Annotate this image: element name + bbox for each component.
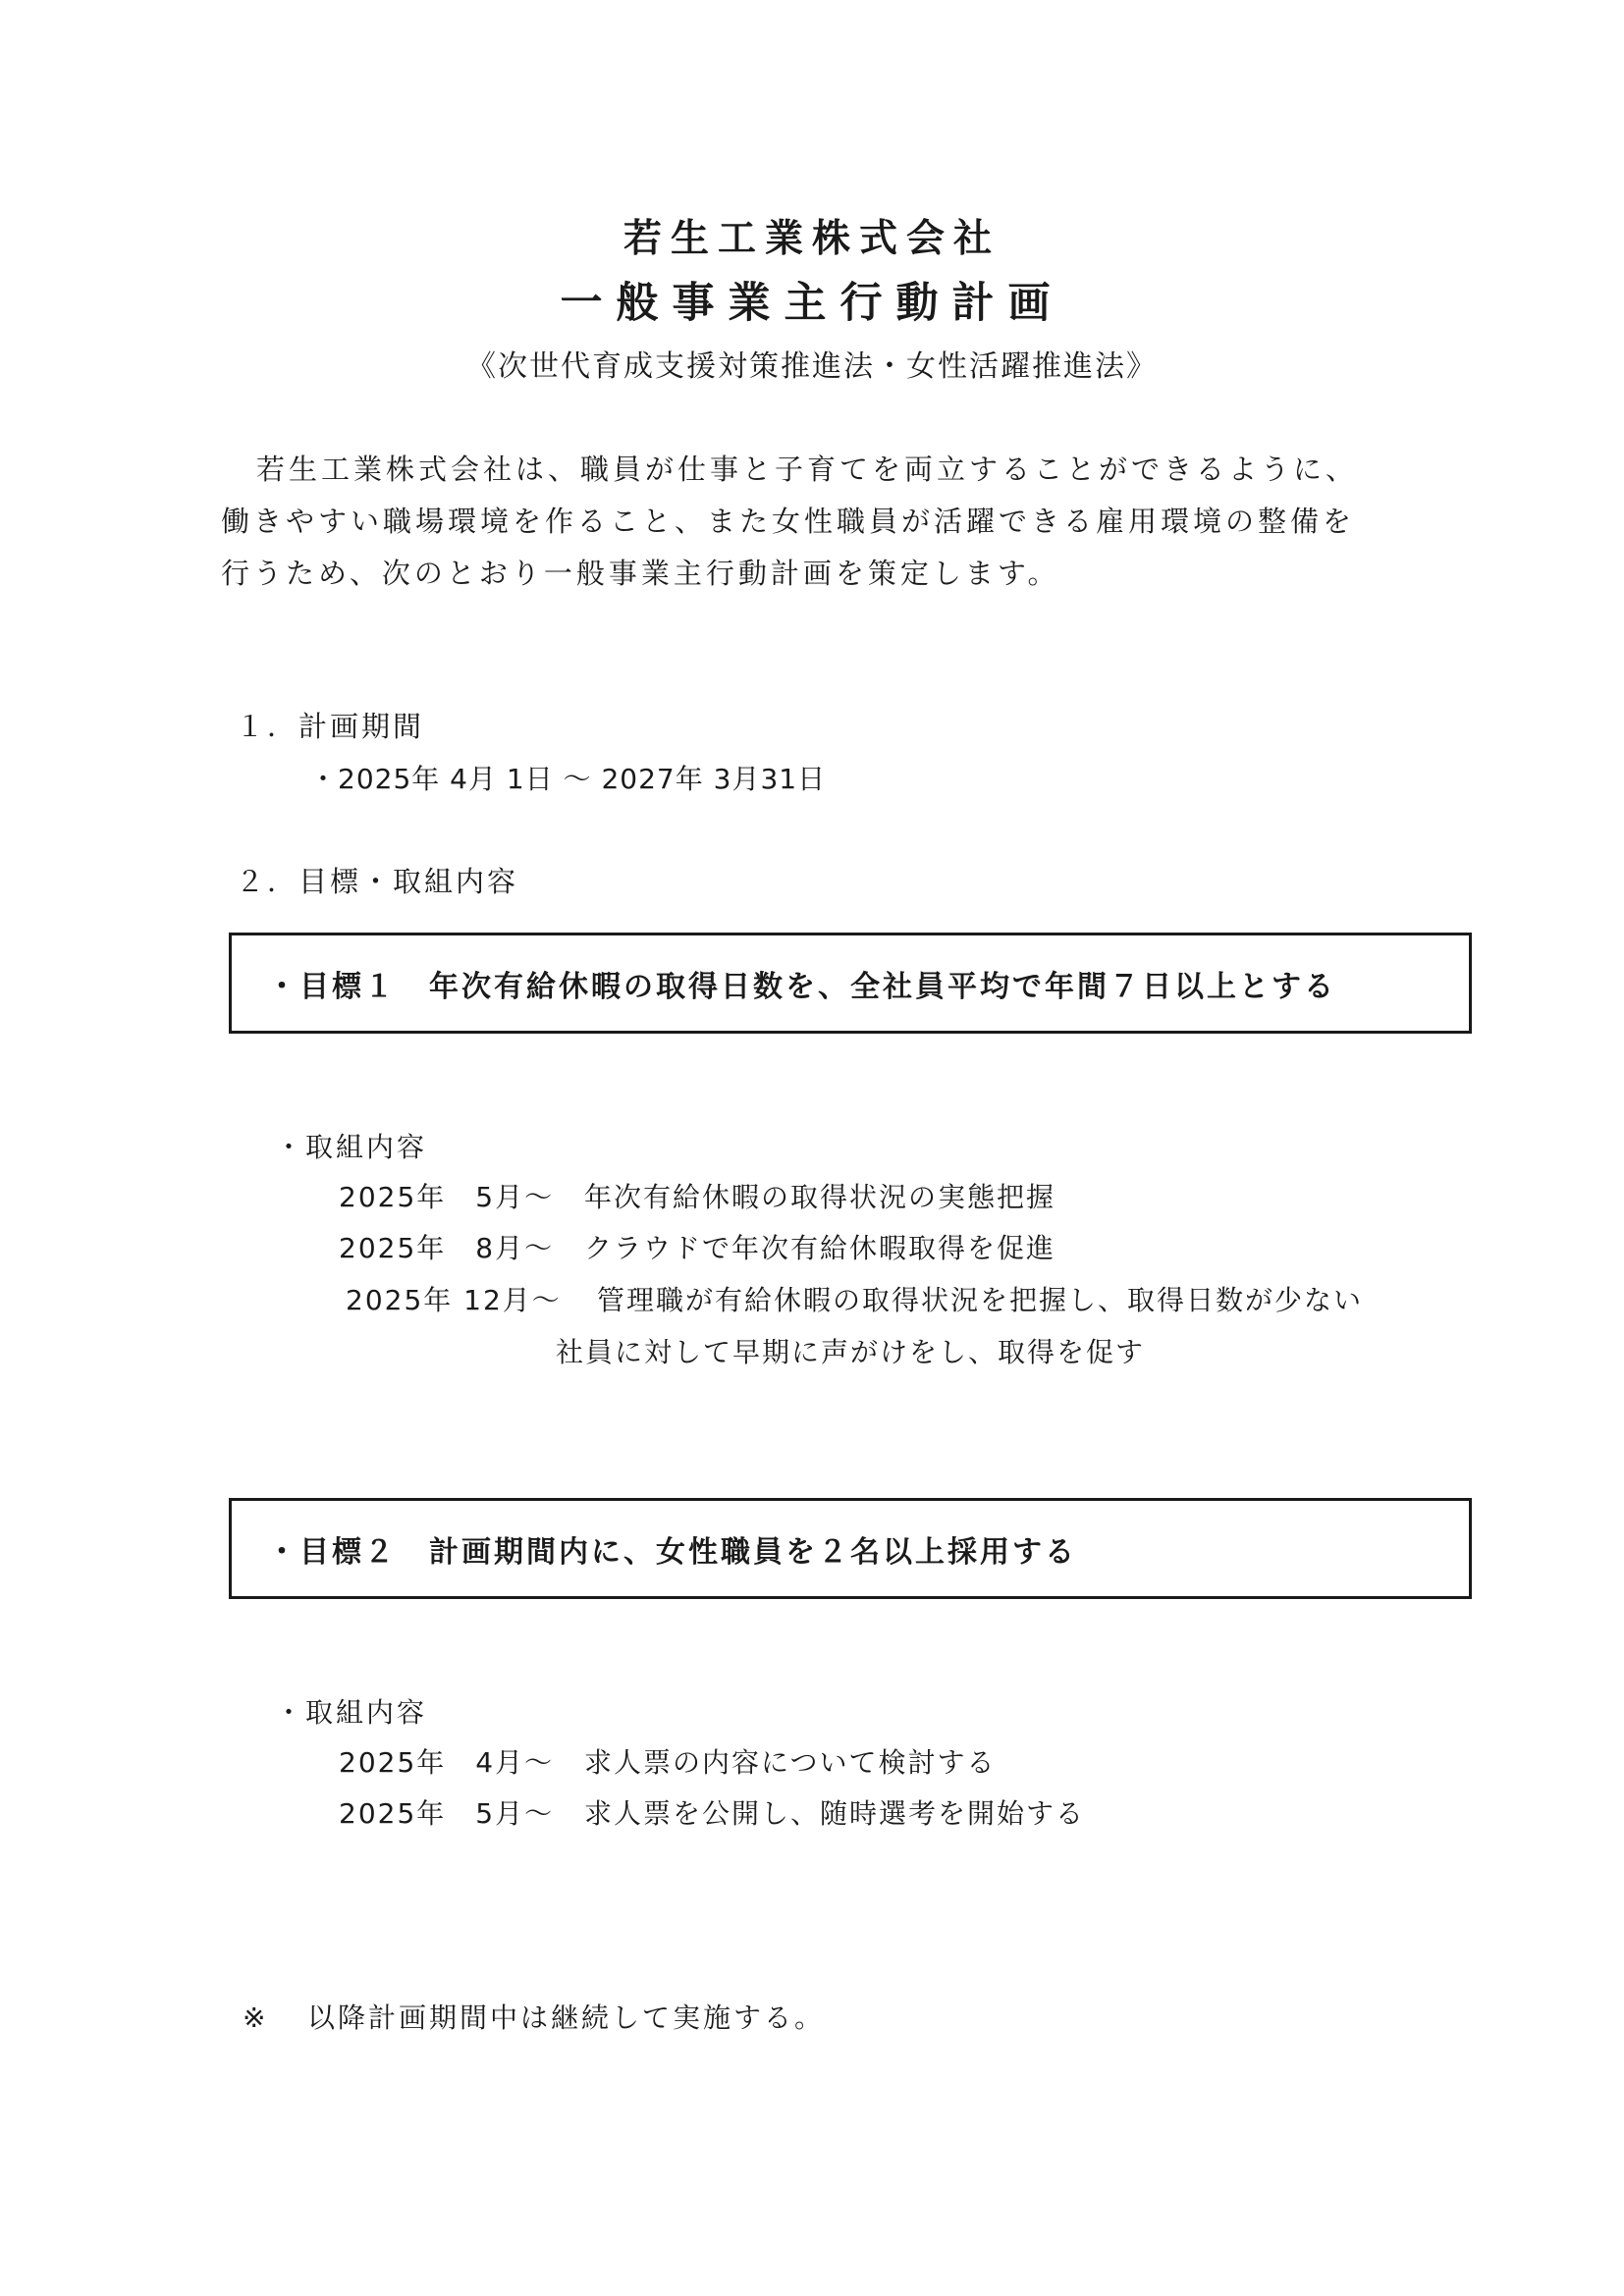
note-text: 以降計画期間中は継続して実施する。 <box>307 2002 826 2034</box>
action-desc: 年次有給休暇の取得状況の実態把握 <box>584 1181 1056 1213</box>
goal-box-2 <box>229 1498 1472 1599</box>
action-row <box>346 1279 1363 1318</box>
intro-line: 行うため、次のとおり一般事業主行動計画を策定します。 <box>221 557 1060 590</box>
document-title: 一般事業主行動計画 <box>560 279 1064 328</box>
action-date: 2025年 4月～ <box>339 1746 555 1779</box>
action-row <box>339 1792 1085 1832</box>
plan-period: ・2025年 4月 1日 ～ 2027年 3月31日 <box>309 763 827 795</box>
action-date: 2025年 12月～ <box>346 1284 562 1316</box>
intro-line: 働きやすい職場環境を作ること、また女性職員が活躍できる雇用環境の整備を <box>221 505 1356 538</box>
action-row <box>339 1741 996 1781</box>
actions-label: ・取組内容 <box>275 1131 428 1163</box>
action-desc: クラウドで年次有給休暇取得を促進 <box>584 1232 1056 1264</box>
action-desc: 求人票を公開し、随時選考を開始する <box>584 1797 1086 1830</box>
action-row <box>339 1227 1056 1266</box>
section-heading-period: １．計画期間 <box>236 710 425 743</box>
action-desc: 求人票の内容について検討する <box>584 1746 997 1779</box>
action-date: 2025年 5月～ <box>339 1181 555 1213</box>
intro-paragraph <box>221 444 1358 600</box>
action-date: 2025年 5月～ <box>339 1797 555 1830</box>
section-heading-goals: ２．目標・取組内容 <box>236 865 519 898</box>
goal-text: ・目標１ 年次有給休暇の取得日数を、全社員平均で年間７日以上とする <box>267 969 1336 1004</box>
action-date: 2025年 8月～ <box>339 1232 555 1264</box>
goal-text: ・目標２ 計画期間内に、女性職員を２名以上採用する <box>267 1534 1077 1570</box>
action-row <box>339 1176 1056 1215</box>
intro-line: 若生工業株式会社は、職員が仕事と子育てを両立することができるように、 <box>256 453 1359 486</box>
document-subtitle: 《次世代育成支援対策推進法・女性活躍推進法》 <box>466 349 1158 384</box>
actions-label: ・取組内容 <box>275 1696 428 1729</box>
action-desc-continued: 社員に対して早期に声がけをし、取得を促す <box>556 1336 1146 1368</box>
footnote <box>243 1997 825 2036</box>
note-mark: ※ <box>243 2002 269 2034</box>
company-name: 若生工業株式会社 <box>623 217 1001 261</box>
goal-box-1 <box>229 933 1472 1034</box>
action-desc: 管理職が有給休暇の取得状況を把握し、取得日数が少ない <box>597 1284 1364 1316</box>
